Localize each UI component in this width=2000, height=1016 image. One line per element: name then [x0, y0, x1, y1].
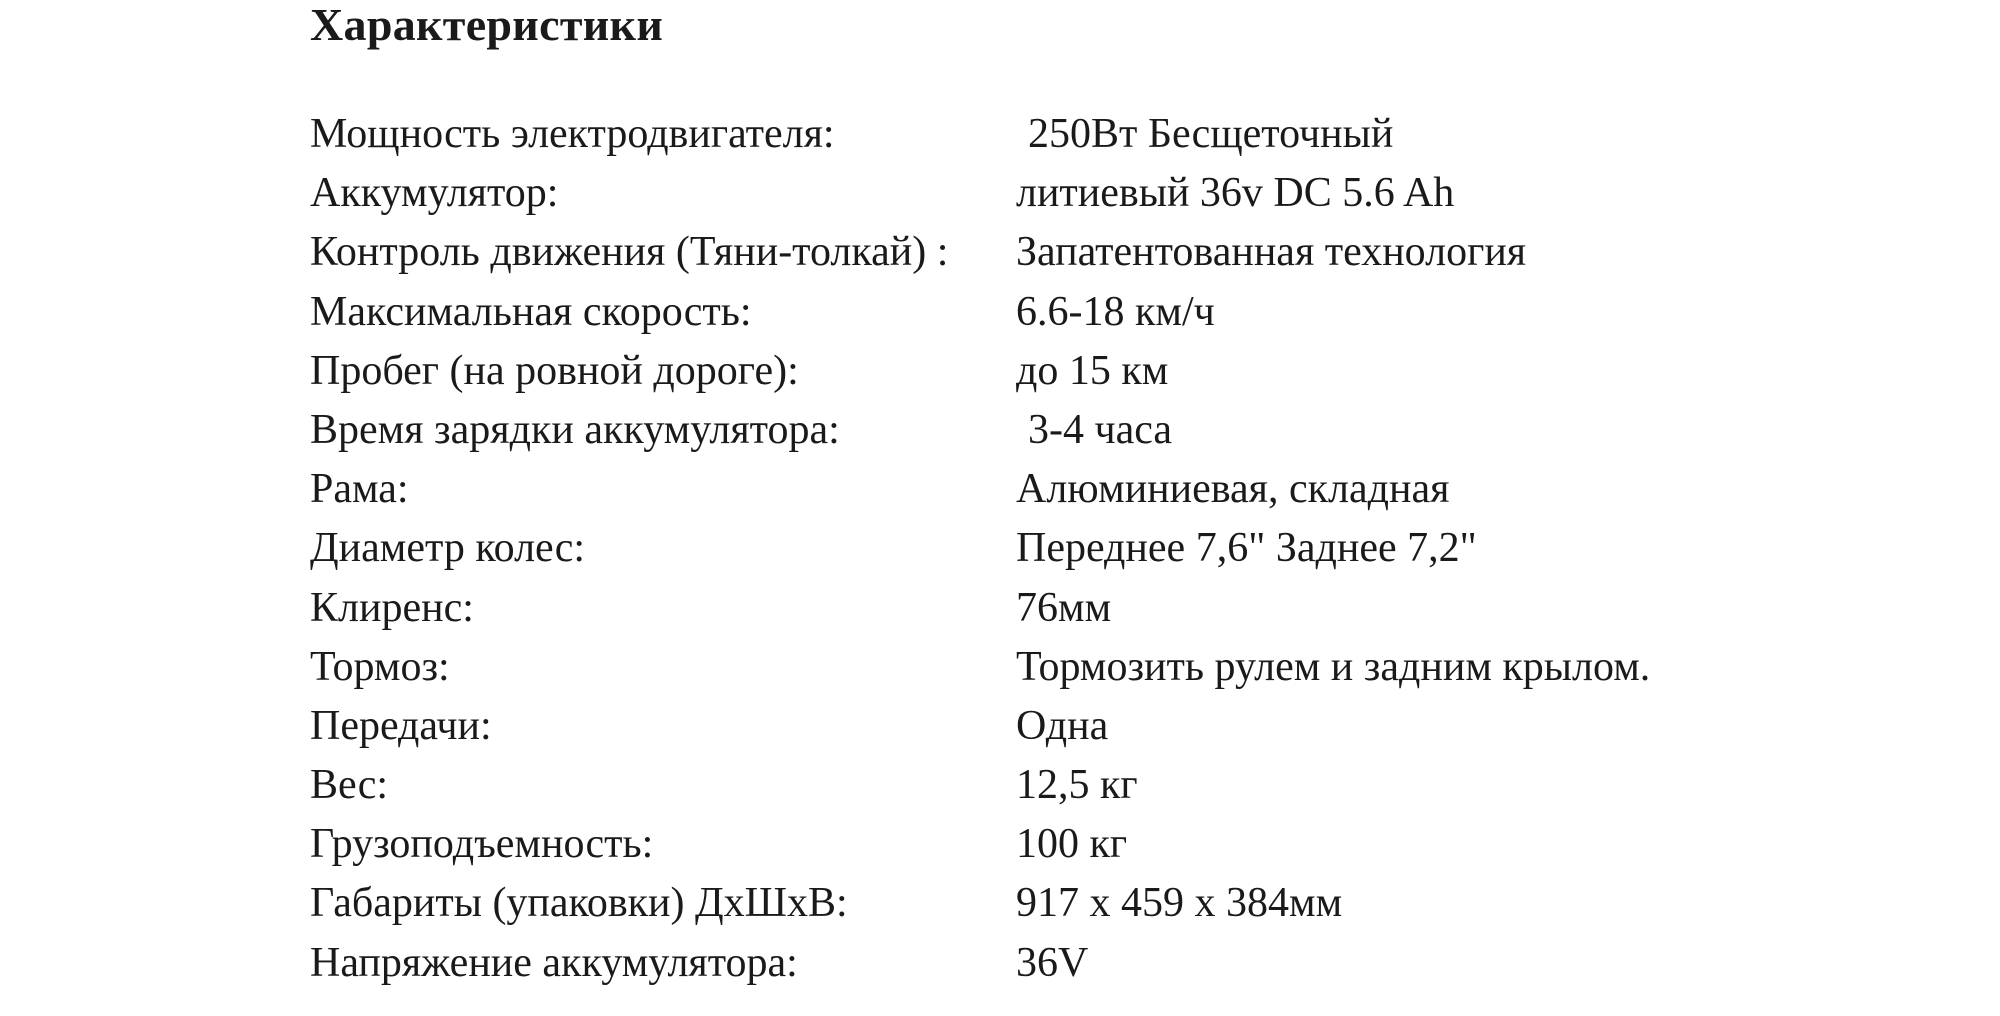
page-title: Характеристики	[310, 0, 664, 50]
spec-value: Алюминиевая, складная	[1016, 466, 1450, 513]
spec-value: 36V	[1016, 939, 1089, 986]
spec-row-clearance	[310, 582, 1910, 641]
spec-row-wheel-diameter	[310, 522, 1910, 581]
spec-value: 6.6-18 км/ч	[1016, 288, 1215, 335]
spec-label: Габариты (упаковки) ДхШхВ:	[310, 880, 848, 927]
spec-row-gears	[310, 700, 1910, 759]
spec-value: Тормозить рулем и задним крылом.	[1016, 643, 1651, 690]
spec-value: 3-4 часа	[1028, 406, 1173, 453]
spec-label: Контроль движения (Тяни-толкай) :	[310, 229, 949, 276]
spec-row-range	[310, 345, 1910, 404]
spec-row-motion-control	[310, 226, 1910, 285]
spec-value: Запатентованная технология	[1016, 229, 1527, 276]
spec-row-battery-voltage	[310, 937, 1910, 996]
spec-label: Грузоподъемность:	[310, 821, 654, 868]
spec-label: Максимальная скорость:	[310, 288, 752, 335]
spec-row-package-dimensions	[310, 877, 1910, 936]
spec-value: до 15 км	[1016, 347, 1169, 394]
spec-value: Одна	[1016, 702, 1109, 749]
spec-value: Переднее 7,6" Заднее 7,2"	[1016, 525, 1477, 572]
spec-label: Тормоз:	[310, 643, 450, 690]
spec-value: 917 x 459 x 384мм	[1016, 880, 1343, 927]
spec-row-charge-time	[310, 404, 1910, 463]
spec-label: Время зарядки аккумулятора:	[310, 406, 840, 453]
spec-row-battery	[310, 167, 1910, 226]
spec-label: Передачи:	[310, 702, 492, 749]
spec-row-max-speed	[310, 286, 1910, 345]
spec-row-frame	[310, 463, 1910, 522]
spec-list	[310, 108, 1910, 996]
spec-label: Напряжение аккумулятора:	[310, 939, 798, 986]
spec-value: литиевый 36v DC 5.6 Ah	[1016, 170, 1455, 217]
spec-row-motor-power	[310, 108, 1910, 167]
spec-label: Мощность электродвигателя:	[310, 111, 835, 157]
spec-value: 76мм	[1016, 584, 1112, 631]
spec-value: 250Вт Бесщеточный	[1028, 111, 1394, 157]
spec-value: 12,5 кг	[1016, 762, 1138, 809]
spec-row-weight	[310, 759, 1910, 818]
spec-label: Рама:	[310, 466, 409, 513]
spec-label: Клиренс:	[310, 584, 474, 631]
spec-label: Аккумулятор:	[310, 170, 559, 217]
spec-value: 100 кг	[1016, 821, 1128, 868]
spec-row-load-capacity	[310, 818, 1910, 877]
spec-label: Пробег (на ровной дороге):	[310, 347, 799, 394]
spec-label: Диаметр колес:	[310, 525, 586, 572]
spec-label: Вес:	[310, 762, 389, 809]
spec-row-brake	[310, 641, 1910, 700]
